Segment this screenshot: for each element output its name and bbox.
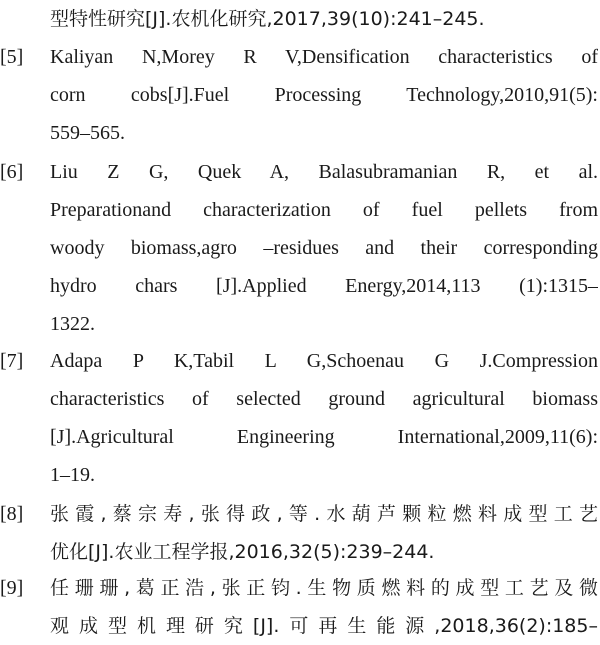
reference-text-line: 559–565. — [50, 122, 125, 144]
reference-text-line: woody biomass,agro –residues and their corresponding — [50, 237, 598, 259]
reference-number: [7] — [0, 350, 24, 372]
reference-text-line: 1322. — [50, 313, 95, 335]
reference-text-line: corn cobs[J].Fuel Processing Technology,2010,91(5): — [50, 84, 598, 106]
reference-entry — [0, 495, 600, 571]
reference-text-line: 观成型机理研究[J].可再生能源,2018,36(2):185– — [50, 615, 598, 637]
reference-text-line: 优化[J].农业工程学报,2016,32(5):239–244. — [50, 541, 435, 563]
reference-number: [6] — [0, 161, 24, 183]
reference-entry — [0, 153, 600, 343]
reference-text-line: [J].Agricultural Engineering International,2009,11(6): — [50, 426, 598, 448]
reference-text-line: 张霞,蔡宗寿,张得政,等.水葫芦颗粒燃料成型工艺 — [50, 503, 598, 525]
reference-text-line: Preparationand characterization of fuel pellets from — [50, 199, 598, 221]
reference-entry — [0, 342, 600, 494]
reference-text-line: 1–19. — [50, 464, 95, 486]
reference-entry — [0, 38, 600, 152]
reference-text-line: 任珊珊,葛正浩,张正钧.生物质燃料的成型工艺及微 — [50, 577, 598, 599]
reference-text-line: Kaliyan N,Morey R V,Densification characteristics of — [50, 46, 598, 68]
reference-number: [5] — [0, 46, 24, 68]
reference-text-line: Adapa P K,Tabil L G,Schoenau G J.Compression — [50, 350, 598, 372]
reference-number: [9] — [0, 577, 24, 599]
reference-entry — [0, 0, 600, 38]
reference-entry — [0, 569, 600, 645]
reference-text-line: 型特性研究[J].农机化研究,2017,39(10):241–245. — [50, 8, 485, 30]
reference-text-line: Liu Z G, Quek A, Balasubramanian R, et al. — [50, 161, 598, 183]
reference-text-line: hydro chars [J].Applied Energy,2014,113 (1):1315– — [50, 275, 598, 297]
reference-text-line: characteristics of selected ground agricultural biomass — [50, 388, 598, 410]
reference-number: [8] — [0, 503, 24, 525]
